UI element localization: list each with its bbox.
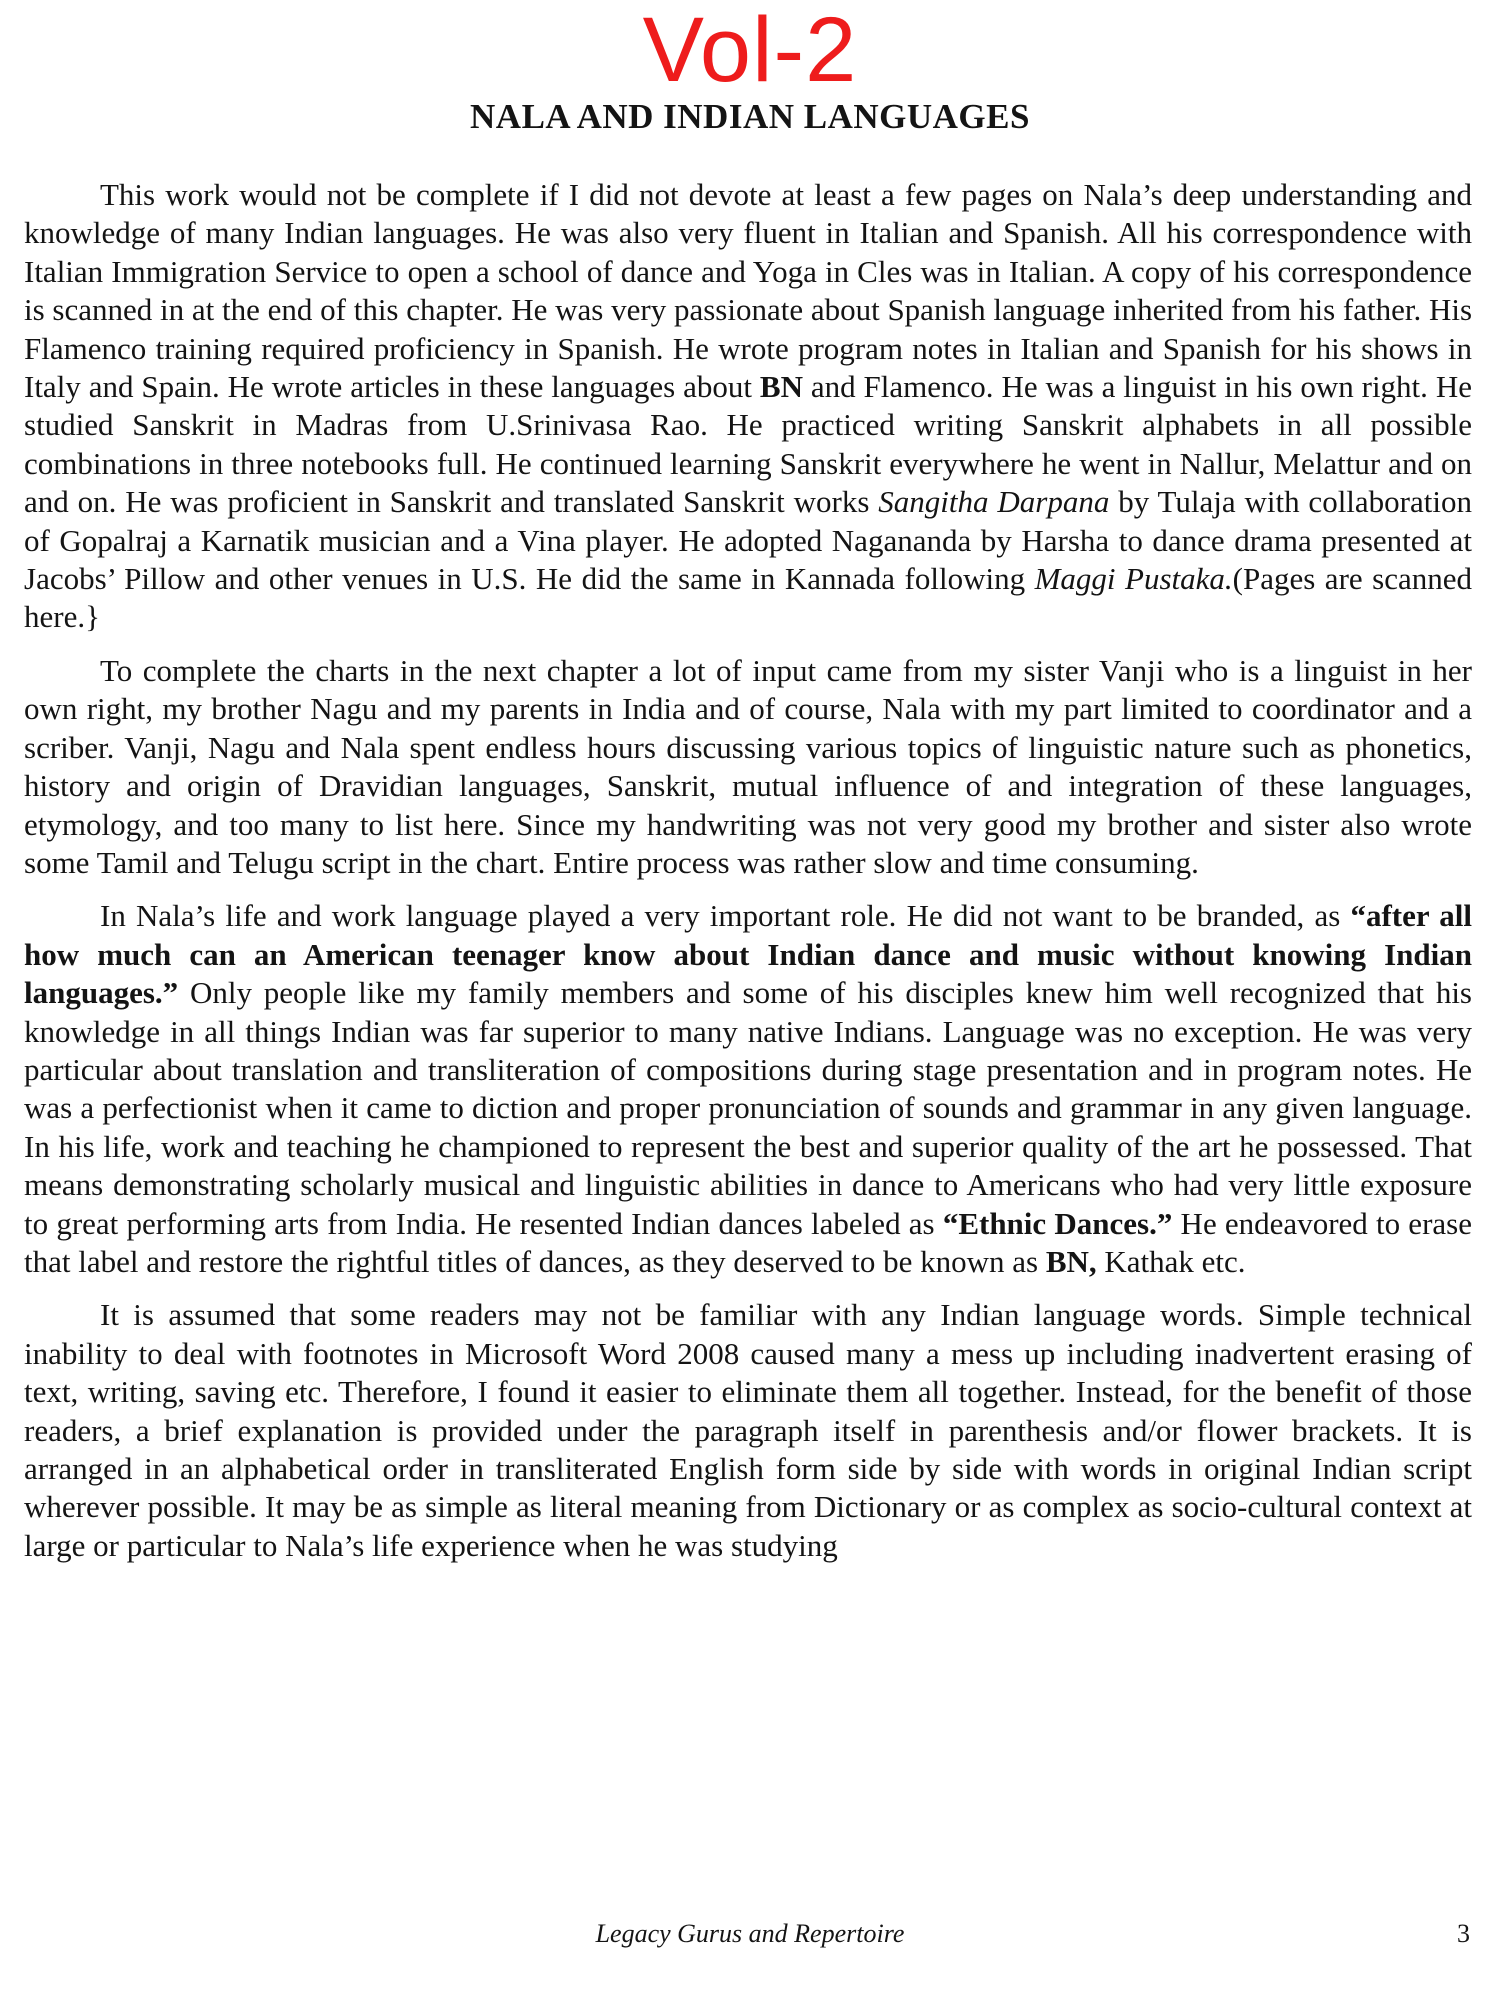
text-run: Kathak etc. [1096,1243,1246,1279]
chapter-title: NALA AND INDIAN LANGUAGES [470,97,1030,136]
text-run: by Tulaja with collaboration of Gopalraj a Karnatik musician and a Vina player. He adopted Nagananda by Harsha to dance drama presented at Jacobs’ Pillow and other venues in U.S. He did the same in Kannada following [24,484,1472,597]
text-run: To complete the charts in the next chapter a lot of input came from my sister Vanji who is a linguist in her own right, my brother Nagu and my parents in India and of course, Nala with my part limited to coordinator and a scriber. Vanji, Nagu and Nala spent endless hours discussing various topics of linguistic nature such as phonetics, history and origin of Dravidian languages, Sanskrit, mutual influence of and integration of these languages, etymology, and too many to list here. Since my handwriting was not very good my brother and sister also wrote some Tamil and Telugu script in the chart. Entire process was rather slow and time consuming. [24,652,1472,880]
text-run: Only people like my family members and some of his disciples knew him well recognized that his knowledge in all things Indian was far superior to many native Indians. Language was no exception. He was very particular about translation and transliteration of compositions during stage presentation and in program notes. He was a perfectionist when it came to diction and proper pronunciation of sounds and grammar in any given language. In his life, work and teaching he championed to represent the best and superior quality of the art he possessed. That means demonstrating scholarly musical and linguistic abilities in dance to Americans who had very little exposure to great performing arts from India. He resented Indian dances labeled as [24,975,1472,1241]
text-run: and Flamenco. He was a linguist in his own right. He studied Sanskrit in Madras from U.Srinivasa Rao. He practiced writing Sanskrit alphabets in all possible combinations in three notebooks full. He continued learning Sanskrit everywhere he went in Nallur, Melattur and on and on. He was proficient in Sanskrit and translated Sanskrit works [24,369,1472,520]
page-number: 3 [1457,1919,1470,1948]
paragraph [24,176,1472,637]
italic-title: Sangitha Darpana [878,484,1110,520]
paragraph [24,1296,1472,1565]
text-run: In Nala’s life and work language played a very important role. He did not want to be branded, as [100,898,1351,934]
bold-text: “Ethnic Dances.” [942,1205,1173,1241]
bold-text: “after all how much can an American teenager know about Indian dance and music without knowing Indian languages.” [24,898,1472,1011]
italic-title: Maggi Pustaka. [1034,561,1233,597]
text-run: It is assumed that some readers may not be familiar with any Indian language words. Simple technical inability to deal with footnotes in Microsoft Word 2008 caused many a mess up including inadvertent erasing of text, writing, saving etc. Therefore, I found it easier to eliminate them all together. Instead, for the benefit of those readers, a brief explanation is provided under the paragraph itself in parenthesis and/or flower brackets. It is arranged in an alphabetical order in transliterated English form side by side with words in original Indian script wherever possible. It may be as simple as literal meaning from Dictionary or as complex as socio-cultural context at large or particular to Nala’s life experience when he was studying [24,1297,1472,1563]
paragraph [24,652,1472,882]
paragraph [24,897,1472,1281]
bold-text: BN, [1045,1243,1097,1279]
bold-text: BN [759,369,803,405]
text-run: (Pages are scanned here.} [24,561,1472,635]
volume-label: Vol-2 [642,0,858,101]
body-text [24,176,1472,1580]
footer-book-title: Legacy Gurus and Repertoire [595,1919,905,1948]
text-run: This work would not be complete if I did not devote at least a few pages on Nala’s deep understanding and knowledge of many Indian languages. He was also very fluent in Italian and Spanish. All his correspondence with Italian Immigration Service to open a school of dance and Yoga in Cles was in Italian. A copy of his correspondence is scanned in at the end of this chapter. He was very passionate about Spanish language inherited from his father. His Flamenco training required proficiency in Spanish. He wrote program notes in Italian and Spanish for his shows in Italy and Spain. He wrote articles in these languages about [24,177,1473,405]
text-run: He endeavored to erase that label and restore the rightful titles of dances, as they deserved to be known as [24,1205,1472,1279]
